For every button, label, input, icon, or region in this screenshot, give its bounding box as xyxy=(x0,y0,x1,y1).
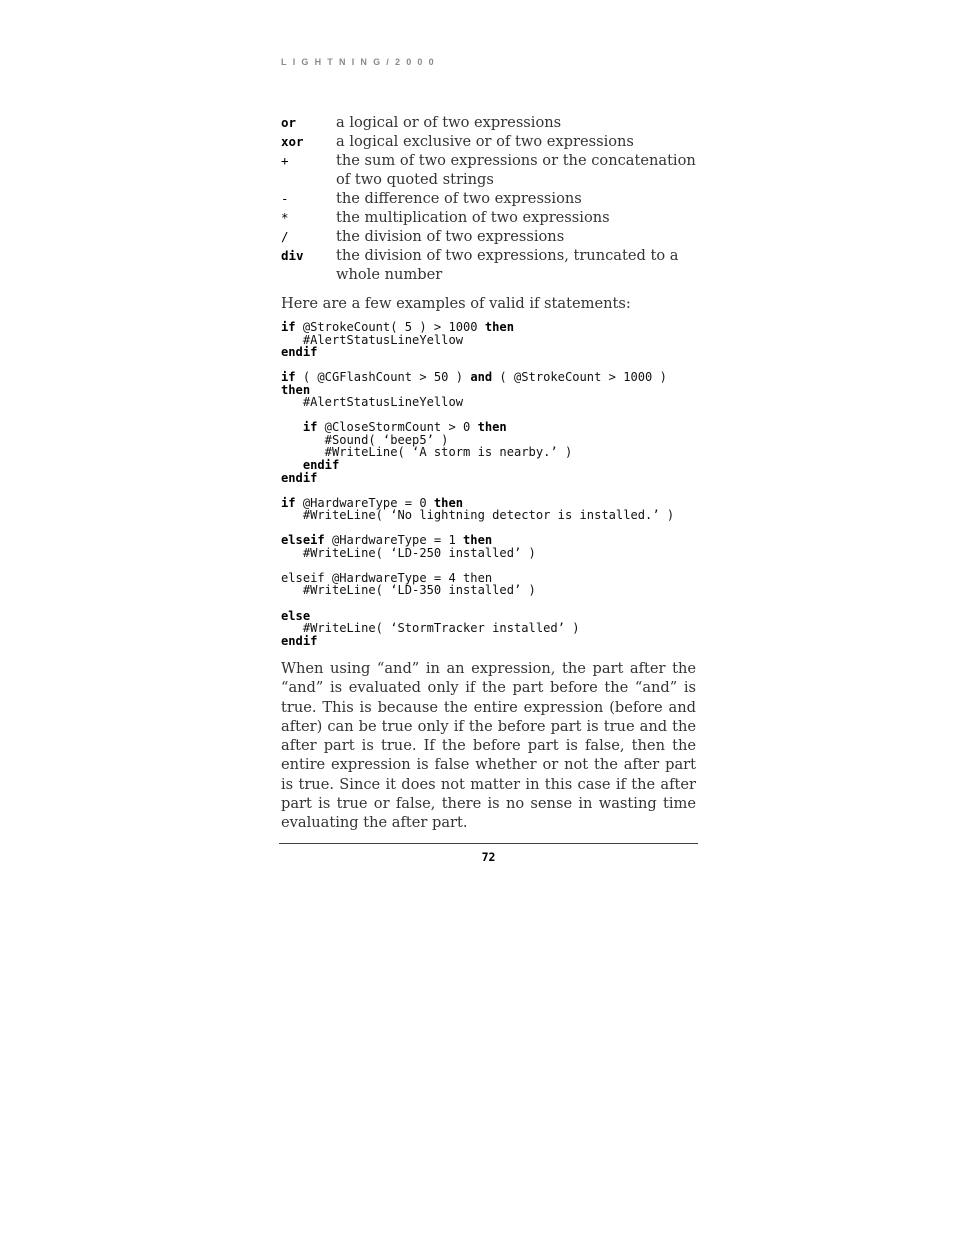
code-keyword: endif xyxy=(281,345,318,360)
code-keyword: then xyxy=(463,533,493,548)
operator-row xyxy=(281,208,701,227)
operator-description: a logical exclusive or of two expressions xyxy=(336,133,634,150)
code-text: @HardwareType = 0 xyxy=(295,495,434,510)
operator-row xyxy=(281,132,701,151)
code-line xyxy=(281,459,674,472)
code-text: elseif @HardwareType = 4 then xyxy=(281,570,493,585)
code-keyword: then xyxy=(433,495,464,510)
code-keyword: and xyxy=(470,370,493,385)
operator-table xyxy=(281,113,701,284)
code-line xyxy=(281,346,674,359)
examples-intro: Here are a few examples of valid if statements: xyxy=(281,295,631,312)
code-keyword: else xyxy=(281,608,311,623)
code-line xyxy=(281,597,674,610)
code-keyword: then xyxy=(281,382,311,397)
code-line xyxy=(281,334,674,347)
operator-symbol: - xyxy=(281,191,289,206)
code-line xyxy=(281,547,674,560)
code-line xyxy=(281,509,674,522)
operator-description: a logical or of two expressions xyxy=(336,114,562,131)
code-text: #WriteLine( ‘A storm is nearby.’ ) xyxy=(281,445,573,460)
operator-row xyxy=(281,151,701,189)
operator-description: the division of two expressions, truncated to a whole number xyxy=(336,247,679,283)
operator-description: the sum of two expressions or the concatenation of two quoted strings xyxy=(336,152,696,188)
code-line xyxy=(281,584,674,597)
code-keyword: endif xyxy=(302,458,340,473)
code-keyword: then xyxy=(477,420,507,435)
code-text: @CloseStormCount > 0 xyxy=(317,420,478,435)
code-keyword: if xyxy=(281,320,296,334)
code-keyword: if xyxy=(302,420,318,435)
operator-symbol: + xyxy=(281,153,289,168)
code-text: ( @CGFlashCount > 50 ) xyxy=(295,370,471,385)
code-text: #Sound( ‘beep5’ ) xyxy=(281,432,449,447)
code-keyword: endif xyxy=(281,633,318,648)
code-line xyxy=(281,622,674,635)
operator-row xyxy=(281,113,701,132)
code-line xyxy=(281,635,674,648)
code-text: @HardwareType = 1 xyxy=(324,533,464,548)
code-text: #WriteLine( ‘LD-350 installed’ ) xyxy=(281,583,536,598)
operator-symbol: div xyxy=(281,248,304,263)
code-line xyxy=(281,472,674,485)
body-paragraph: When using “and” in an expression, the part after the “and” is evaluated only if the part before the “and” is true. This is because the entire expression (before and after) can be true only if the before part is true and the after part is true. If the before part is false, then the entire expression is false whether or not the after part is true. Since it does not matter in this case if the after part is true or false, there is no sense in wasting time evaluating the after part. xyxy=(281,660,696,832)
code-text: #WriteLine( ‘LD-250 installed’ ) xyxy=(281,545,536,560)
operator-description: the difference of two expressions xyxy=(336,190,582,207)
operator-symbol: xor xyxy=(281,134,304,149)
code-line xyxy=(281,396,674,409)
code-text: @StrokeCount( 5 ) > 1000 xyxy=(295,320,485,334)
code-line xyxy=(281,446,674,459)
code-keyword: endif xyxy=(281,470,318,485)
operator-symbol: * xyxy=(281,210,289,225)
footer-rule xyxy=(279,843,698,844)
operator-description: the division of two expressions xyxy=(336,228,565,245)
running-head: LIGHTNING/2000 xyxy=(281,57,440,67)
code-keyword: then xyxy=(484,320,514,334)
code-keyword: if xyxy=(281,495,296,510)
code-text: #AlertStatusLineYellow xyxy=(281,395,464,410)
operator-symbol: / xyxy=(281,229,289,244)
code-keyword: if xyxy=(281,370,296,385)
code-line xyxy=(281,371,674,384)
code-text: #AlertStatusLineYellow xyxy=(281,332,464,347)
operator-row xyxy=(281,246,701,284)
code-text: ( @StrokeCount > 1000 ) xyxy=(492,370,667,385)
operator-row xyxy=(281,227,701,246)
code-text: #WriteLine( ‘No lightning detector is installed.’ ) xyxy=(281,508,675,523)
operator-description: the multiplication of two expressions xyxy=(336,209,610,226)
operator-row xyxy=(281,189,701,208)
code-text: #WriteLine( ‘StormTracker installed’ ) xyxy=(281,621,580,636)
code-keyword: elseif xyxy=(281,533,325,548)
page-number: 72 xyxy=(481,850,496,864)
code-examples xyxy=(281,321,674,647)
operator-symbol: or xyxy=(281,115,297,130)
